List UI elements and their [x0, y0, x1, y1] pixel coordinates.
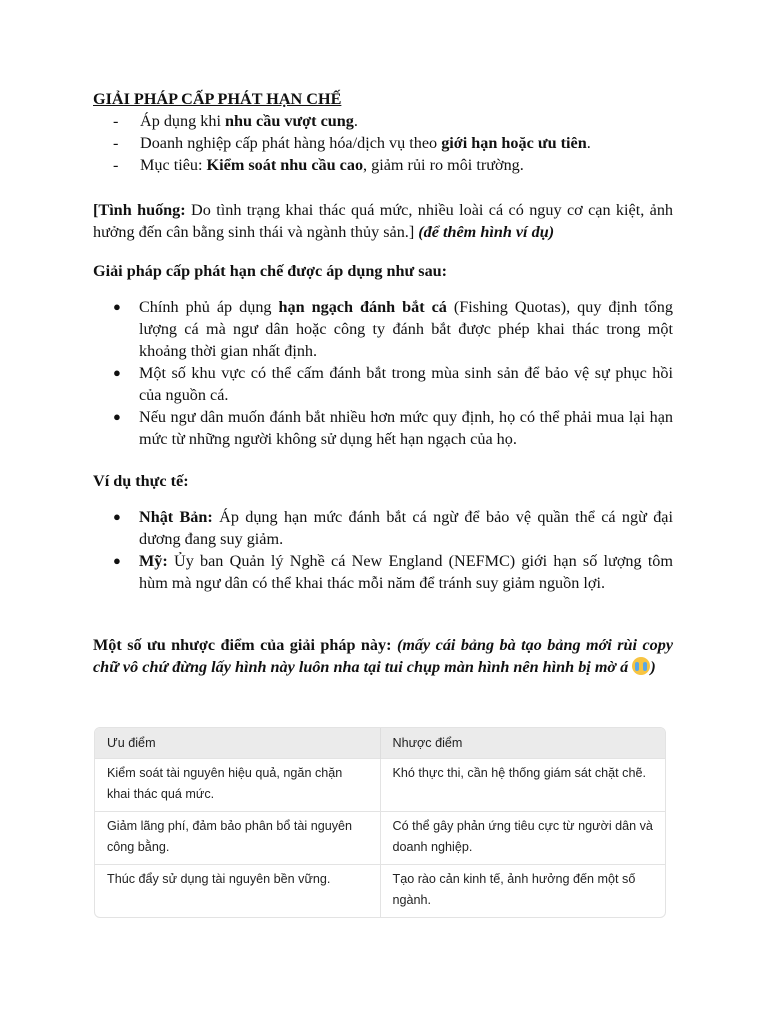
- proscons-note-end: ): [650, 658, 656, 676]
- dash-marker: -: [113, 134, 119, 152]
- applied-item: [113, 362, 673, 406]
- table-cell: Có thể gây phản ứng tiêu cực từ người dân và doanh nghiệp.: [380, 812, 665, 865]
- intro-text: Mục tiêu:: [140, 156, 207, 174]
- applied-heading: [93, 260, 673, 282]
- example-text: Áp dụng hạn mức đánh bắt cá ngừ để bảo vệ quần thể cá ngừ đại dương đang suy giảm.: [139, 508, 673, 548]
- examples-heading-text: Ví dụ thực tế:: [93, 472, 189, 490]
- item-text: (Fishing Quotas), quy định tổng lượng cá mà ngư dân hoặc công ty đánh bắt được phép khai thác trong một khoảng thời gian nhất định.: [139, 298, 673, 360]
- intro-item: [113, 154, 591, 176]
- examples-heading: [93, 470, 673, 492]
- item-text: Một số khu vực có thể cấm đánh bắt trong mùa sinh sản để bảo vệ sự phục hồi của nguồn cá.: [139, 364, 673, 404]
- bullet-icon: ●: [113, 553, 121, 568]
- intro-text: Áp dụng khi: [140, 112, 225, 130]
- item-text: Nếu ngư dân muốn đánh bắt nhiều hơn mức quy định, họ có thể phải mua lại hạn mức từ những người không sử dụng hết hạn ngạch của họ.: [139, 408, 673, 448]
- table-row: [95, 759, 665, 812]
- intro-list: [113, 110, 591, 176]
- intro-bold: giới hạn hoặc ưu tiên: [441, 134, 587, 152]
- proscons-paragraph: [93, 634, 673, 678]
- intro-text: .: [353, 112, 358, 130]
- proscons-table: [94, 727, 666, 918]
- page-title: GIẢI PHÁP CẤP PHÁT HẠN CHẾ: [93, 90, 342, 108]
- table-row: [95, 812, 665, 865]
- column-header-cons: Nhược điểm: [380, 728, 665, 759]
- situation-note: (để thêm hình ví dụ): [414, 223, 555, 241]
- example-text: Ủy ban Quản lý Nghề cá New England (NEFMC) giới hạn số lượng tôm hùm mà ngư dân có thể khai thác mỗi năm để tránh suy giảm nguồn lợi.: [139, 552, 673, 592]
- table-row: [95, 865, 665, 918]
- bullet-icon: ●: [113, 299, 121, 314]
- item-bold: hạn ngạch đánh bắt cá: [278, 298, 447, 316]
- intro-bold: nhu cầu vượt cung: [224, 112, 354, 130]
- example-label: Mỹ:: [139, 552, 168, 570]
- proscons-note: (mấy cái bảng bà tạo bảng mới rùi copy chữ vô chứ đừng lấy hình này luôn nha tại tui chụp màn hình nên hình bị mờ á: [93, 636, 674, 676]
- situation-paragraph: [93, 199, 673, 243]
- intro-text: .: [586, 134, 591, 152]
- applied-list: [113, 296, 673, 450]
- table-header-row: [95, 728, 665, 759]
- applied-item: [113, 296, 673, 362]
- column-header-pros: Ưu điểm: [95, 728, 380, 759]
- situation-label: [Tình huống:: [93, 201, 186, 219]
- applied-item: [113, 406, 673, 450]
- intro-item: [113, 132, 591, 154]
- dash-marker: -: [113, 112, 119, 130]
- intro-item: [113, 110, 591, 132]
- table-cell: Tạo rào cản kinh tế, ảnh hưởng đến một số ngành.: [380, 865, 665, 918]
- example-label: Nhật Bản:: [139, 508, 213, 526]
- intro-text: , giảm rủi ro môi trường.: [363, 156, 524, 174]
- table-cell: Giảm lãng phí, đảm bảo phân bổ tài nguyên công bằng.: [95, 812, 380, 865]
- example-item: [113, 506, 673, 550]
- table-cell: Thúc đẩy sử dụng tài nguyên bền vững.: [95, 865, 380, 918]
- bullet-icon: ●: [113, 509, 121, 524]
- dash-marker: -: [113, 156, 119, 174]
- examples-list: [113, 506, 673, 594]
- table-cell: Kiểm soát tài nguyên hiệu quả, ngăn chặn khai thác quá mức.: [95, 759, 380, 812]
- bullet-icon: ●: [113, 365, 121, 380]
- applied-heading-text: Giải pháp cấp phát hạn chế được áp dụng như sau:: [93, 262, 448, 280]
- example-item: [113, 550, 673, 594]
- proscons-heading: Một số ưu nhược điểm của giải pháp này:: [93, 636, 392, 654]
- bullet-icon: ●: [113, 409, 121, 424]
- crying-face-icon: [632, 657, 650, 675]
- item-text: Chính phủ áp dụng: [139, 298, 279, 316]
- situation-text: Do tình trạng khai thác quá mức, nhiều loài cá có nguy cơ cạn kiệt, ảnh hưởng đến cân bằng sinh thái và ngành thủy sản.]: [93, 201, 674, 241]
- intro-bold: Kiểm soát nhu cầu cao: [206, 156, 364, 174]
- intro-text: Doanh nghiệp cấp phát hàng hóa/dịch vụ theo: [140, 134, 442, 152]
- table-cell: Khó thực thi, cần hệ thống giám sát chặt chẽ.: [380, 759, 665, 812]
